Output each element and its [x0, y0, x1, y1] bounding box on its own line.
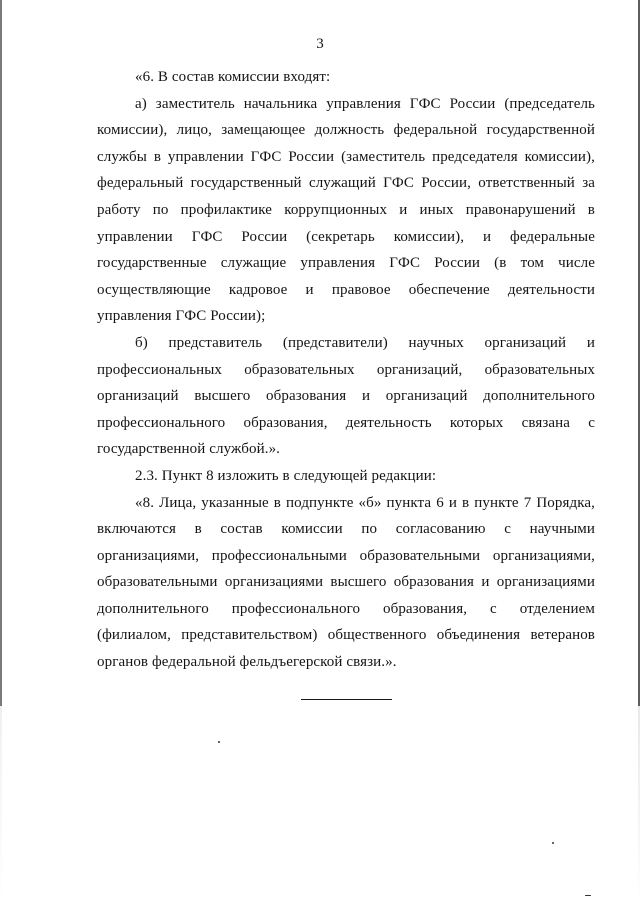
scan-speck: [218, 741, 220, 743]
paragraph-item-a: а) заместитель начальника управления ГФС России (председатель комиссии), лицо, замещающее должность федеральной государственной службы в управлении ГФС России (заместитель председателя комиссии), федеральный государственный служащий ГФС России, ответственный за работу по профилактике коррупционных и иных правонарушений в управлении ГФС России (секретарь комиссии), и федеральные государственные служащие управления ГФС России (в том числе осуществляющие кадровое и правовое обеспечение деятельности управления ГФС России);: [97, 95, 595, 325]
scan-speck: [585, 895, 591, 896]
scan-edge-left: [0, 0, 2, 905]
paragraph-composition-heading: «6. В состав комиссии входят:: [135, 69, 331, 85]
body-text: [97, 64, 595, 676]
scan-speck: [552, 842, 554, 844]
paragraph-amendment-2-3: 2.3. Пункт 8 изложить в следующей редакции:: [135, 467, 437, 484]
page-number: 3: [316, 36, 324, 52]
paragraph-item-b: б) представитель (представители) научных организаций и профессиональных образовательных организаций, образовательных организаций высшего образования и организаций дополнительного профессионального образования, деятельность которых связана с государственной службой.».: [97, 334, 595, 458]
paragraph-point-8: «8. Лица, указанные в подпункте «б» пункта 6 и в пункте 7 Порядка, включаются в состав комиссии по согласованию с научными организациями, профессиональными образовательными организациями, образовательными организациями высшего образования и организациями дополнительного профессионального образования, с отделением (филиалом, представительством) общественного объединения ветеранов органов федеральной фельдъегерской связи.».: [97, 494, 595, 671]
closing-divider-line: [301, 699, 392, 700]
